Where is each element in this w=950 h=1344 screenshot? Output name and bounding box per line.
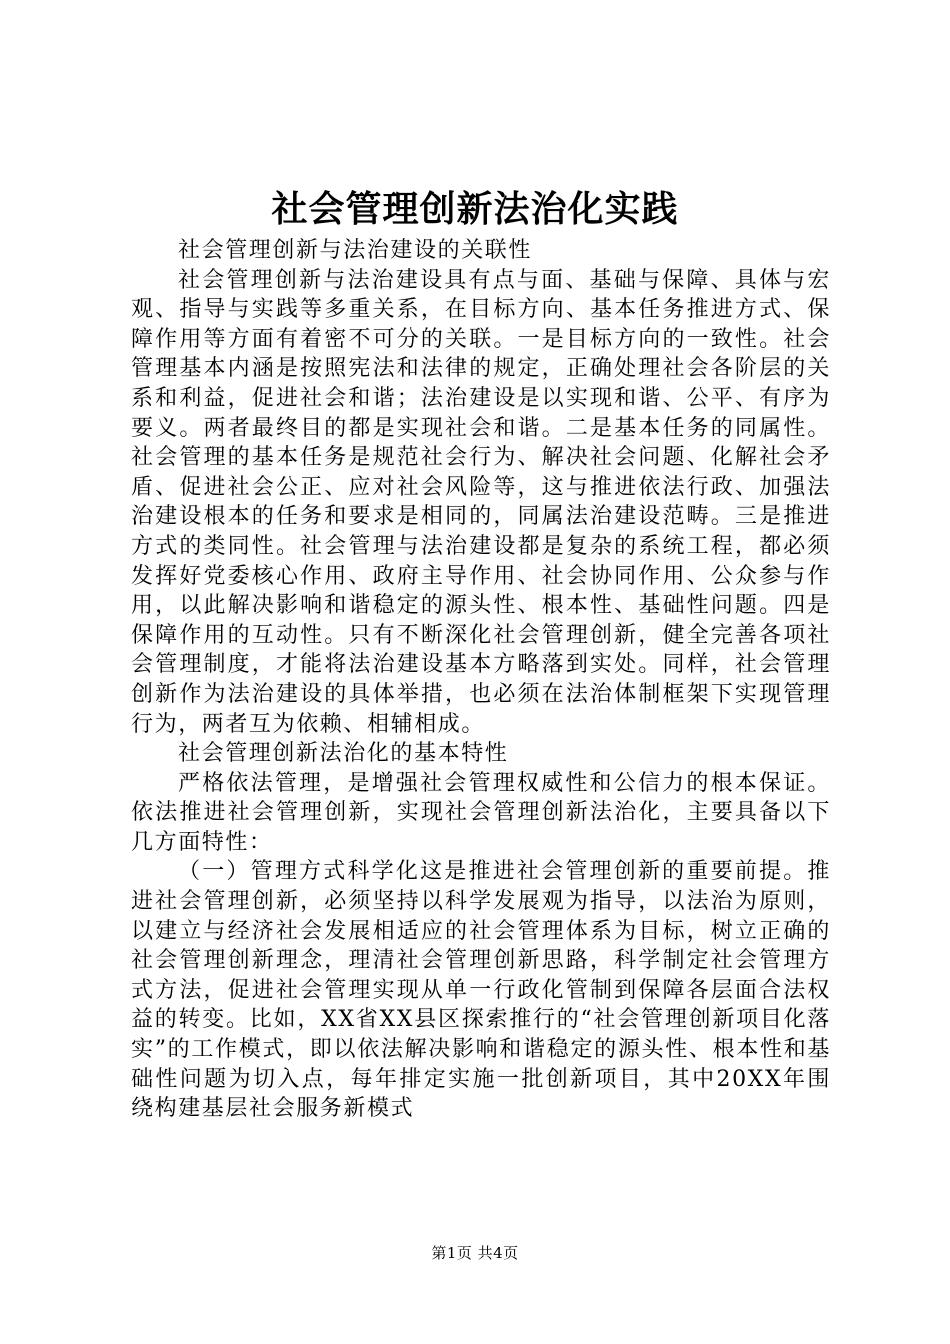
document-title: 社会管理创新法治化实践 — [271, 188, 679, 230]
body-paragraph: 严格依法管理，是增强社会管理权威性和公信力的根本保证。依法推进社会管理创新，实现社会管理创新法治化，主要具备以下几方面特性： — [131, 770, 831, 855]
body-paragraph: 社会管理创新与法治建设具有点与面、基础与保障、具体与宏观、指导与实践等多重关系，在目标方向、基本任务推进方式、保障作用等方面有着密不可分的关联。一是目标方向的一致性。社会管理基本内涵是按照宪法和法律的规定，正确处理社会各阶层的关系和利益，促进社会和谐；法治建设是以实现和谐、公平、有序为要义。两者最终目的都是实现社会和谐。二是基本任务的同属性。社会管理的基本任务是规范社会行为、解决社会问题、化解社会矛盾、促进社会公正、应对社会风险等，这与推进依法行政、加强法治建设根本的任务和要求是相同的，同属法治建设范畴。三是推进方式的类同性。社会管理与法治建设都是复杂的系统工程，都必须发挥好党委核心作用、政府主导作用、社会协同作用、公众参与作用，以此解决影响和谐稳定的源头性、根本性、基础性问题。四是保障作用的互动性。只有不断深化社会管理创新，健全完善各项社会管理制度，才能将法治建设基本方略落到实处。同样，社会管理创新作为法治建设的具体举措，也必须在法治体制框架下实现管理行为，两者互为依赖、相辅相成。 — [131, 267, 831, 737]
document-body — [131, 236, 831, 1124]
section-heading: 社会管理创新与法治建设的关联性 — [178, 238, 533, 263]
body-paragraph: （一）管理方式科学化这是推进社会管理创新的重要前提。推进社会管理创新，必须坚持以科学发展观为指导，以法治为原则，以建立与经济社会发展相适应的社会管理体系为目标，树立正确的社会管理创新理念，理清社会管理创新思路，科学制定社会管理方式方法，促进社会管理实现从单一行政化管制到保障各层面合法权益的转变。比如，XX省XX县区探索推行的“社会管理创新项目化落实”的工作模式，即以依法解决影响和谐稳定的源头性、根本性和基础性问题为切入点，每年排定实施一批创新项目，其中20XX年围绕构建基层社会服务新模式 — [131, 859, 831, 1122]
page-footer: 第1页 共4页 — [431, 1244, 519, 1262]
section-heading: 社会管理创新法治化的基本特性 — [178, 741, 509, 767]
